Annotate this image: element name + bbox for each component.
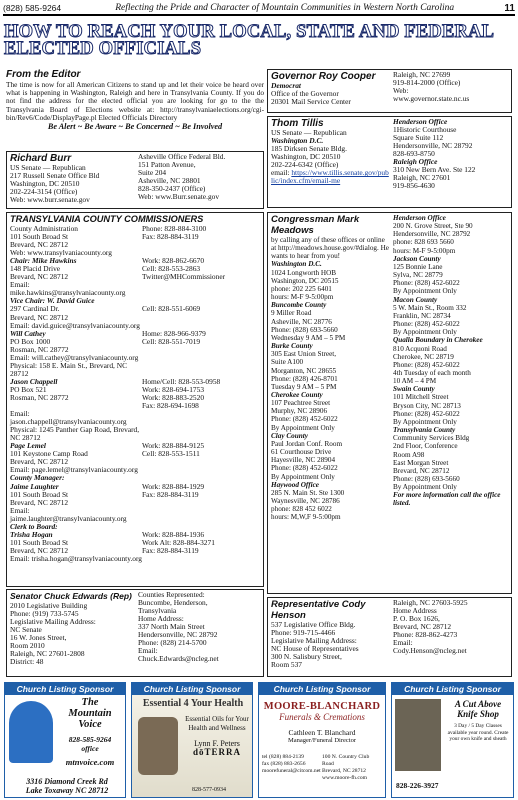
meadows-office-title: Buncombe County	[271, 301, 327, 310]
commissioner-row	[10, 322, 260, 330]
editor-title: From the Editor	[6, 69, 81, 80]
commissioner-contact	[142, 346, 260, 354]
commissioner-text: Clerk to Board:	[10, 521, 58, 531]
commissioner-contact: Work: 828-884-1929	[142, 481, 205, 491]
meadows-office-line: Phone: (828) 452-6022	[271, 415, 338, 424]
edwards-box	[6, 589, 264, 677]
commissioner-row	[10, 273, 260, 281]
commissioner-row	[10, 499, 260, 507]
commissioner-text: 101 South Broad St	[10, 537, 69, 547]
burr-line: Web: www.burr.senate.gov	[10, 195, 90, 205]
commissioner-contact	[142, 458, 260, 466]
commissioner-text: Brevard, NC 28712	[10, 457, 69, 467]
commissioner-text: Chair: Mike Hawkins	[10, 256, 77, 266]
meadows-office-title: Burke County	[271, 342, 313, 351]
henson-box	[267, 597, 512, 677]
knife-photo	[395, 699, 441, 771]
moore-role: Manager/Funeral Director	[287, 737, 357, 744]
oils-tag-1: Essential Oils for Your	[185, 715, 249, 723]
commissioner-contact	[142, 281, 260, 297]
voice-line-1: The	[81, 697, 99, 708]
edwards-line: Phone: (828) 214-5700	[138, 638, 207, 648]
commissioner-text: Email: david.guice@transylvaniacounty.org	[10, 320, 140, 330]
commissioner-text: 101 Keystone Camp Road	[10, 449, 88, 459]
header-phone: (828) 585-9264	[3, 3, 62, 13]
meadows-office-line: Phone: (828) 693-5660	[393, 475, 460, 483]
meadows-office-line: Phone: (828) 452-6022	[393, 279, 460, 288]
meadows-office-line: 1024 Longworth HOB	[271, 268, 337, 277]
burr-office-line: Web: www.Burr.senate.gov	[138, 192, 220, 202]
ad-knife-shop[interactable]	[391, 682, 514, 798]
voice-address-2: Lake Toxaway NC 28712	[25, 786, 109, 795]
meadows-office-line: By Appointment Only	[271, 423, 335, 432]
commissioner-text: Rosman, NC 28772	[10, 392, 69, 402]
henson-line: Phone: 919-715-4466	[271, 628, 336, 638]
meadows-office-line: hours: M-F 9-5:00pm	[271, 293, 334, 302]
tillis-office-line: 828-693-8750	[393, 149, 435, 159]
meadows-office-line: Bryson City, NC 28713	[393, 401, 461, 410]
meadows-office-line: 285 N. Main St. Ste 1300	[271, 488, 345, 497]
tillis-line: 202-224-6342 (Office)	[271, 160, 339, 170]
meadows-office-line: 61 Courthouse Drive	[271, 448, 332, 457]
meadows-office-title: Haywood Office	[271, 480, 319, 489]
meadows-office-line: Phone: (828) 452-6022	[393, 320, 460, 329]
meadows-office-line: East Morgan Street	[393, 458, 449, 467]
knife-line-2: Knife Shop	[457, 709, 499, 719]
voice-line-3: Voice	[78, 719, 102, 730]
commissioner-contact: Cell: 828-553-2863	[142, 264, 201, 274]
commissioner-contact: Work: 828-884-9125	[142, 441, 205, 451]
henson-line: 537 Legislative Office Bldg.	[271, 620, 356, 629]
commissioner-contact: Fax: 828-884-3119	[142, 489, 199, 499]
tillis-office-title: Henderson Office	[393, 117, 448, 126]
commissioner-text: Will Cathey	[10, 328, 46, 338]
meadows-office-line: Cherokee, NC 28719	[393, 352, 454, 361]
meadows-office-line: Morganton, NC 28655	[271, 366, 337, 375]
commissioner-text: Brevard, NC 28712	[10, 497, 69, 507]
meadows-office-title: Macon County	[393, 295, 438, 304]
voice-logo	[9, 701, 53, 763]
commissioner-contact: Fax: 828-884-3119	[142, 232, 199, 242]
tillis-office-line: 919-856-4630	[393, 181, 435, 191]
voice-office: office	[81, 744, 99, 753]
ad-mountain-voice[interactable]	[4, 682, 126, 798]
commissioner-row	[10, 555, 260, 563]
meadows-office-line: By Appointment Only	[393, 328, 457, 337]
edwards-line: Room 2010	[10, 640, 45, 650]
commissioner-text: 297 Cardinal Dr.	[10, 304, 60, 314]
sponsor-header: Church Listing Sponsor	[392, 683, 513, 695]
meadows-office-line: By Appointment Only	[393, 483, 457, 492]
meadows-office-title: Henderson Office	[393, 214, 446, 222]
knife-line-1: A Cut Above	[454, 699, 502, 709]
header-tagline: Reflecting the Pride and Character of Mountain Communities in Western North Carolina	[115, 3, 455, 13]
commissioner-contact: Fax: 828-694-1698	[142, 401, 199, 411]
commissioner-contact	[142, 241, 260, 249]
commissioner-text: Brevard, NC 28712	[10, 272, 69, 282]
commissioner-text: PO Box 1000	[10, 336, 51, 346]
meadows-office-line: hours: M-F 9-5:00pm	[393, 246, 456, 255]
henson-line: Email:	[393, 638, 413, 648]
ad-moore-blanchard[interactable]	[258, 682, 386, 798]
commissioners-box	[6, 212, 264, 587]
edwards-line: Phone: (919) 733-5745	[10, 608, 79, 618]
meadows-office-line: Washington, DC 20515	[271, 276, 339, 285]
tillis-office-line: 310 New Bern Ave. Ste 122	[393, 165, 476, 175]
cooper-line: Web:	[393, 86, 409, 96]
burr-name: Richard Burr	[10, 153, 72, 164]
meadows-office-line: By Appointment Only	[393, 417, 457, 426]
commissioner-text: Email: jason.chappell@transylvaniacounty.org	[10, 409, 127, 427]
meadows-office-line: Hendersonville, NC 28792	[393, 230, 471, 239]
editor-alert: Be Alert ~ Be Aware ~ Be Concerned ~ Be Involved	[47, 122, 223, 132]
meadows-office-line: 4th Tuesday of each month	[393, 368, 471, 377]
commissioner-text: 148 Placid Drive	[10, 264, 61, 274]
commissioner-contact	[142, 410, 260, 426]
meadows-name: Congressman Mark Meadows	[271, 214, 360, 236]
commissioner-contact: Work Alt: 828-884-3271	[142, 537, 215, 547]
burr-office-line: Asheville Office Federal Bld.	[138, 152, 226, 161]
page-number: 11	[504, 2, 515, 14]
tillis-office-line: 1Historic Courthouse	[393, 125, 457, 135]
henson-line: Room 537	[271, 660, 303, 670]
tillis-email-link[interactable]: https://www.tillis.senate.gov/public/index.cfm/email-me	[271, 168, 389, 186]
oil-bottle-image	[138, 717, 178, 775]
commissioner-text: Email: jaime.laughter@transylvaniacounty.org	[10, 505, 127, 523]
commissioner-text: Brevard, NC 28712	[10, 545, 69, 555]
commissioner-text: Jaime Laughter	[10, 481, 59, 491]
meadows-office-title: Qualla Boundary in Cherokee	[393, 336, 483, 345]
commissioner-row	[10, 410, 260, 426]
tillis-office-line: Square Suite 112	[393, 133, 444, 143]
tillis-line: Washington, DC 20510	[271, 152, 341, 162]
editor-body: The time is now for all American Citizens to stand up and let their voice be heard over what is happening in Washington, Raleigh and here in Transylvania County. If you do not find the address for the elected official you are looking for go to the the Transylvania Board of Elections website at: http://transylvaniaelections.org/cgi-bin/Rev6/Code/DisplayPage.pl Elected Officials Directory	[6, 80, 264, 122]
commissioner-text	[10, 402, 142, 410]
edwards-line: 337 North Main Street	[138, 622, 205, 632]
tillis-party: US Senate — Republican	[271, 128, 347, 137]
commissioner-text: County Administration	[10, 224, 78, 233]
edwards-line: 2010 Legislative Building	[10, 600, 88, 610]
moore-contact: 100 N. Country Club Road	[322, 754, 370, 767]
oils-title: Essential 4 Your Health	[142, 698, 244, 709]
henson-line: 300 N. Salisbury Street,	[271, 652, 342, 662]
commissioner-contact	[142, 426, 260, 442]
meadows-office-line: phone: 828 693 5660	[393, 238, 454, 247]
edwards-line: 16 W. Jones Street,	[10, 632, 67, 642]
meadows-office-line: 2nd Floor, Conference	[393, 442, 458, 451]
meadows-office-title: Washington D.C.	[271, 260, 322, 269]
voice-address-1: 3316 Diamond Creek Rd	[26, 777, 108, 786]
meadows-office-line: Phone: (828) 452-6022	[271, 464, 338, 473]
meadows-office-line: Community Services Bldg	[393, 434, 470, 443]
commissioner-text: 101 South Broad St	[10, 489, 69, 499]
meadows-intro: by calling any of these offices or online at http://meadows.house.gov/#dialog. He wants to hear from you!	[271, 236, 389, 261]
meadows-office-line: 810 Acquoni Road	[393, 344, 447, 353]
meadows-office-line: Suite A100	[271, 358, 304, 367]
meadows-office-line: Room A98	[393, 450, 425, 459]
commissioner-row	[10, 426, 260, 442]
meadows-office-title: Clay County	[271, 431, 308, 440]
meadows-office-line: Phone: (828) 426-8701	[271, 374, 338, 383]
editor-section	[6, 69, 264, 149]
voice-web: mtnvoice.com	[65, 757, 115, 767]
commissioners-title: TRANSYLVANIA COUNTY COMMISSIONERS	[10, 214, 204, 224]
commissioner-text: Page Lemel	[10, 441, 46, 451]
edwards-line: Raleigh, NC 27601-2808	[10, 648, 85, 658]
page-headline: HOW TO REACH YOUR LOCAL, STATE AND FEDERAL ELECTED OFFICIALS	[4, 22, 494, 59]
moore-contact: Brevard, NC 28712	[322, 768, 366, 774]
knife-phone: 828-226-3927	[396, 781, 439, 790]
edwards-line: Legislative Mailing Address:	[10, 616, 96, 626]
commissioner-contact	[142, 314, 260, 322]
page-header	[3, 2, 515, 16]
commissioner-text: Trisha Hogan	[10, 529, 53, 539]
meadows-office-line: 305 East Union Street,	[271, 350, 337, 359]
meadows-office-line: Asheville, NC 28776	[271, 317, 332, 326]
commissioner-text: Jason Chappell	[10, 376, 58, 386]
meadows-office-title: Cherokee County	[271, 390, 323, 399]
meadows-office-line: 200 N. Grove Street, Ste 90	[393, 222, 473, 231]
commissioner-text: Email: page.lemel@transylvaniacounty.org	[10, 465, 138, 475]
meadows-office-line: phone: 202 225 6401	[271, 284, 332, 293]
commissioner-contact	[142, 362, 260, 378]
commissioner-text: Physical: 1245 Panther Gap Road, Brevard, NC 28712	[10, 425, 140, 443]
moore-person: Cathleen T. Blanchard	[288, 728, 356, 737]
cooper-line: 919-814-2000 (Office)	[393, 78, 461, 88]
tillis-office-title: Raleigh Office	[393, 157, 438, 167]
henson-line: Home Address	[393, 606, 437, 616]
moore-name: MOORE-BLANCHARD	[263, 701, 381, 712]
oils-brand: dōTERRA	[192, 747, 241, 757]
moore-contact: moorefuneral@citcom.net	[262, 768, 321, 774]
cooper-line-2: 20301 Mail Service Center	[271, 97, 351, 107]
meadows-office-line: Wednesday 9 AM – 5 PM	[271, 333, 346, 342]
edwards-line: NC Senate	[10, 624, 42, 634]
meadows-office-line: Sylva, NC 28779	[393, 271, 443, 280]
edwards-line: Home Address:	[138, 614, 184, 624]
burr-line: 217 Russell Senate Office Bld	[10, 171, 100, 181]
edwards-line: District: 48	[10, 656, 44, 666]
burr-office-line: Suite 204	[138, 168, 167, 178]
commissioner-text: Rosman, NC 28772	[10, 344, 69, 354]
meadows-office-line: Brevard, NC 28712	[393, 466, 450, 475]
meadows-office-line: Franklin, NC 28734	[393, 311, 451, 320]
commissioner-contact: Fax: 828-884-3119	[142, 545, 199, 555]
meadows-office-line: 10 AM – 4 PM	[393, 377, 437, 386]
oils-tag-2: Health and Wellness	[188, 724, 246, 732]
cooper-party: Democrat	[271, 81, 301, 90]
commissioner-contact: Work: 828-862-6670	[142, 256, 205, 266]
cooper-line-1: Office of the Governor	[271, 89, 339, 99]
meadows-office-line: 107 Peachtree Street	[271, 399, 331, 408]
knife-blurb: 3 Day / 5 Day Classes available year round. Create your own knife and sheath	[447, 723, 509, 742]
meadows-office-line: 125 Bonnie Lane	[393, 262, 443, 271]
henson-line: Brevard, NC 28712	[393, 622, 452, 632]
meadows-office-line: Waynesville, NC 28786	[271, 497, 340, 505]
meadows-box	[267, 212, 512, 594]
burr-box	[6, 151, 264, 209]
commissioner-text: PO Box 521	[10, 384, 47, 394]
commissioner-row	[10, 394, 260, 402]
meadows-office-line: 9 Miller Road	[271, 309, 312, 318]
commissioner-contact	[142, 499, 260, 507]
meadows-office-line: Hayesville, NC 28904	[271, 456, 336, 465]
tillis-office-line: Hendersonville, NC 28792	[393, 141, 473, 151]
commissioner-contact	[142, 354, 260, 362]
cooper-line: www.governor.state.nc.us	[393, 94, 470, 104]
commissioner-text: Brevard, NC 28712	[10, 312, 69, 322]
oils-name: Lynn F. Peters	[194, 739, 240, 748]
edwards-line: Email:	[138, 646, 158, 656]
cooper-box	[267, 69, 512, 113]
henson-line: NC House of Representatives	[271, 644, 359, 654]
meadows-office-line: Murphy, NC 28906	[271, 407, 328, 416]
commissioner-text: Physical: 158 E. Main St., Brevard, NC 28712	[10, 360, 128, 378]
moore-contact: www.moore-fh.com	[322, 775, 367, 781]
henson-line: Legislative Mailing Address:	[271, 636, 357, 646]
commissioner-text: Email: trisha.hogan@transylvaniacounty.org	[10, 553, 143, 563]
burr-office-line: 151 Patton Avenue,	[138, 160, 196, 170]
commissioner-row	[10, 402, 260, 410]
commissioner-contact: Work: 828-884-1936	[142, 529, 205, 539]
commissioner-contact: Twitter@MHCommissioner	[142, 272, 226, 282]
moore-contact: tel (828) 884-2139	[262, 754, 304, 760]
moore-contact: fax (828) 883-2656	[262, 761, 306, 767]
commissioner-contact	[142, 555, 260, 563]
commissioner-contact: Phone: 828-884-3100	[142, 224, 207, 233]
commissioner-contact	[142, 507, 260, 523]
meadows-office-line: Tuesday 9 AM – 5 PM	[271, 382, 337, 391]
meadows-office-title: Transylvania County	[393, 426, 456, 435]
sponsor-header: Church Listing Sponsor	[5, 683, 125, 695]
commissioner-contact: Cell: 828-551-6069	[142, 304, 201, 314]
commissioner-row	[10, 281, 260, 297]
commissioner-contact: Home/Cell: 828-553-0958	[142, 376, 221, 386]
commissioner-text: County Manager:	[10, 473, 65, 483]
tillis-dc-title: Washington D.C.	[271, 136, 324, 146]
tillis-name: Thom Tillis	[271, 118, 324, 129]
commissioner-contact: Cell: 828-553-1511	[142, 449, 200, 459]
voice-line-2: Mountain	[68, 708, 112, 719]
henson-line: Phone: 828-862-4273	[393, 630, 458, 640]
tillis-box	[267, 116, 512, 208]
commissioner-text: Email: mike.hawkins@transylvaniacounty.org	[10, 280, 126, 298]
commissioner-contact: Home: 828-966-9379	[142, 328, 206, 338]
edwards-title: Senator Chuck Edwards (Rep)	[10, 591, 132, 601]
henson-name: Representative Cody Henson	[271, 599, 366, 621]
meadows-office-line: By Appointment Only	[393, 287, 457, 296]
meadows-office-line: 5 W. Main St., Room 332	[393, 303, 467, 312]
burr-office-line: Asheville, NC 28801	[138, 176, 201, 186]
burr-office-line: 828-350-2437 (Office)	[138, 184, 206, 194]
henson-line: Raleigh, NC 27603-5925	[393, 598, 468, 607]
commissioner-contact	[142, 466, 260, 474]
burr-line: 202-224-3154 (Office)	[10, 187, 78, 197]
meadows-office-line: Phone: (828) 452-6022	[393, 409, 460, 418]
voice-phone: 828-585-9264	[68, 735, 112, 744]
meadows-office-line: Phone: (828) 452-6022	[393, 360, 460, 369]
cooper-name: Governor Roy Cooper	[271, 71, 376, 82]
commissioner-contact: Work: 828-694-1753	[142, 384, 205, 394]
commissioner-contact: Cell: 828-551-7019	[142, 336, 201, 346]
commissioner-row	[10, 362, 260, 378]
ad-essential-oils[interactable]	[131, 682, 253, 798]
tillis-email-label: email:	[271, 168, 290, 178]
meadows-office-title: Swain County	[393, 385, 435, 394]
commissioner-text: Email: will.cathey@transylvaniacounty.org	[10, 352, 139, 362]
edwards-line: Buncombe, Henderson,	[138, 598, 208, 608]
commissioner-text: Web: www.transylvaniacounty.org	[10, 248, 112, 258]
commissioner-text: 101 South Broad St	[10, 232, 69, 242]
cooper-line: Raleigh, NC 27699	[393, 70, 451, 79]
sponsor-header: Church Listing Sponsor	[259, 683, 385, 695]
tillis-office-line: Raleigh, NC 27601	[393, 173, 451, 183]
meadows-office-title: Jackson County	[393, 254, 441, 263]
edwards-line: Counties Represented:	[138, 590, 205, 599]
edwards-line: Transylvania	[138, 606, 177, 616]
meadows-more-info: For more information call the office listed.	[393, 491, 501, 508]
burr-line: US Senate — Republican	[10, 163, 86, 172]
henson-line: Cody.Henson@ncleg.net	[393, 646, 467, 656]
commissioner-text: Vice Chair: W. David Guice	[10, 296, 95, 306]
tillis-line: 185 Dirksen Senate Bldg.	[271, 144, 347, 154]
edwards-line: Chuck.Edwards@ncleg.net	[138, 654, 219, 664]
meadows-office-line: phone: 828 452 6022	[271, 505, 332, 514]
meadows-office-line: Paul Jordan Conf. Room	[271, 439, 343, 448]
oils-phone: 828-577-0934	[192, 787, 226, 793]
burr-line: Washington, DC 20510	[10, 179, 80, 189]
moore-sub: Funerals & Cremations	[279, 712, 365, 722]
sponsor-header: Church Listing Sponsor	[132, 683, 252, 695]
commissioner-text: Brevard, NC 28712	[10, 240, 69, 250]
commissioner-contact: Work: 828-883-2520	[142, 392, 205, 402]
edwards-line: Hendersonville, NC 28792	[138, 630, 218, 640]
meadows-office-line: By Appointment Only	[271, 472, 335, 481]
meadows-office-line: 101 Mitchell Street	[393, 393, 449, 402]
meadows-office-line: Phone: (828) 693-5660	[271, 325, 338, 334]
meadows-office-line: hours: M,W,F 9-5:00pm	[271, 513, 341, 522]
henson-line: P. O. Box 1626,	[393, 614, 440, 624]
commissioner-row	[10, 378, 260, 386]
commissioner-row	[10, 507, 260, 523]
